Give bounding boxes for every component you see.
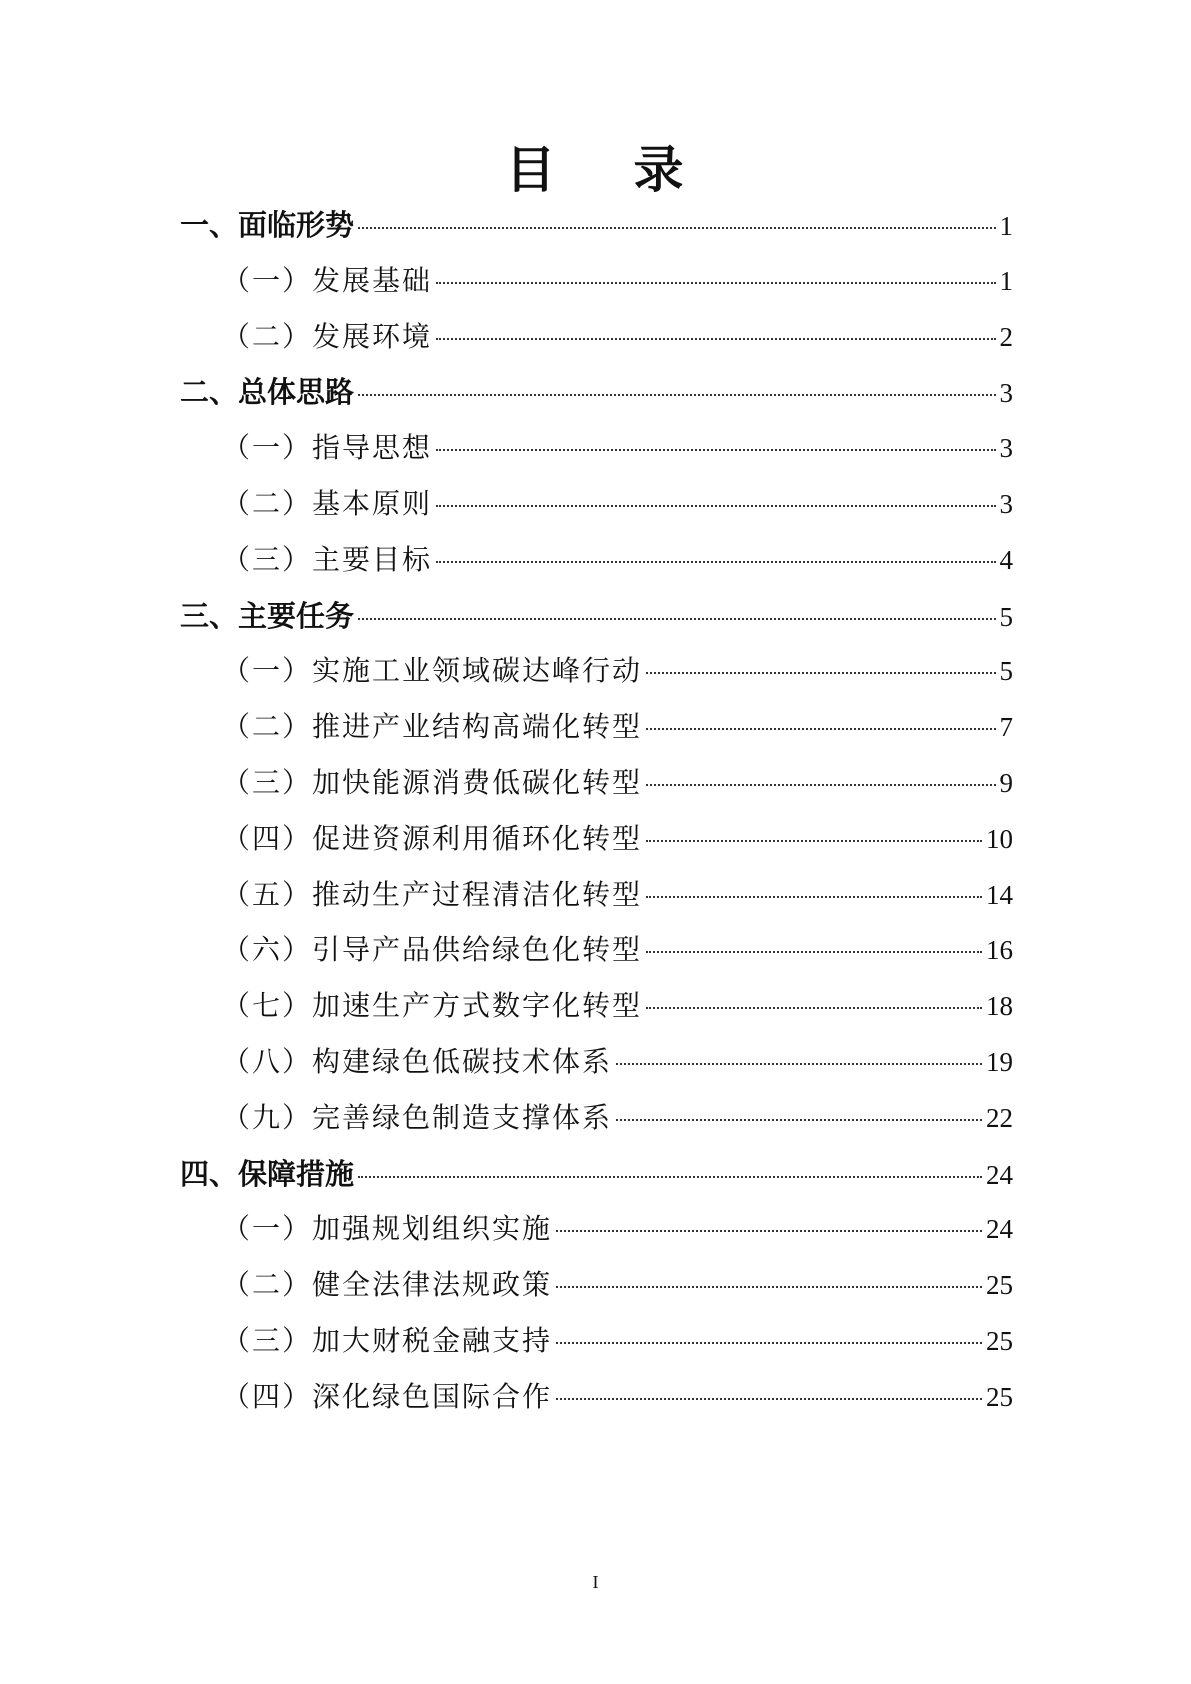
toc-dot-leader: [556, 1230, 982, 1232]
toc-page-number: 3: [999, 433, 1013, 463]
toc-dot-leader: [436, 282, 995, 284]
toc-page-number: 25: [986, 1382, 1013, 1412]
toc-entry-title: （四）深化绿色国际合作: [222, 1380, 553, 1413]
toc-page-number: 24: [986, 1214, 1013, 1244]
toc-entry-title: （八）构建绿色低碳技术体系: [222, 1045, 613, 1078]
toc-dot-leader: [358, 618, 995, 620]
toc-subsection-entry[interactable]: [222, 261, 1013, 301]
toc-subsection-entry[interactable]: [222, 484, 1013, 524]
toc-entry-title: 三、主要任务: [180, 599, 355, 633]
toc-page-number: 4: [999, 545, 1013, 575]
toc-entry-title: 一、面临形势: [180, 208, 355, 242]
toc-entry-title: （一）加强规划组织实施: [222, 1212, 553, 1245]
toc-subsection-entry[interactable]: [222, 1042, 1013, 1082]
toc-entry-title: （九）完善绿色制造支撑体系: [222, 1101, 613, 1134]
toc-dot-leader: [646, 1007, 982, 1009]
toc-entry-title: （一）发展基础: [222, 264, 433, 297]
toc-page-number: 19: [986, 1047, 1013, 1077]
toc-page-number: 14: [986, 880, 1013, 910]
toc-subsection-entry[interactable]: [222, 1265, 1013, 1305]
toc-page-number: 5: [999, 602, 1013, 632]
toc-dot-leader: [556, 1398, 982, 1400]
toc-dot-leader: [436, 505, 995, 507]
toc-dot-leader: [436, 561, 995, 563]
toc-subsection-entry[interactable]: [222, 1377, 1013, 1417]
toc-page-number: 22: [986, 1103, 1013, 1133]
toc-entry-title: （六）引导产品供给绿色化转型: [222, 933, 643, 966]
toc-subsection-entry[interactable]: [222, 540, 1013, 580]
toc-page-number: 3: [999, 378, 1013, 408]
toc-dot-leader: [616, 1063, 982, 1065]
toc-dot-leader: [556, 1342, 982, 1344]
toc-subsection-entry[interactable]: [222, 875, 1013, 915]
toc-entry-title: （一）指导思想: [222, 431, 433, 464]
toc-section-entry[interactable]: [180, 205, 1013, 245]
title-char-1: 目: [505, 140, 558, 199]
toc-subsection-entry[interactable]: [222, 930, 1013, 970]
toc-dot-leader: [646, 840, 982, 842]
toc-page-number: 5: [999, 656, 1013, 686]
page-number-footer: I: [592, 1572, 599, 1592]
toc-dot-leader: [646, 896, 982, 898]
toc-page-number: 3: [999, 489, 1013, 519]
toc-page-number: 18: [986, 991, 1013, 1021]
toc-entry-title: （三）加大财税金融支持: [222, 1324, 553, 1357]
toc-entry-title: （五）推动生产过程清洁化转型: [222, 878, 643, 911]
toc-entry-title: （二）发展环境: [222, 320, 433, 353]
toc-dot-leader: [646, 784, 995, 786]
toc-entry-title: （二）基本原则: [222, 487, 433, 520]
toc-page-number: 25: [986, 1270, 1013, 1300]
toc-entry-title: （二）健全法律法规政策: [222, 1268, 553, 1301]
toc-subsection-entry[interactable]: [222, 428, 1013, 468]
toc-page-number: 2: [999, 322, 1013, 352]
toc-page-number: 7: [999, 712, 1013, 742]
toc-entry-title: （三）加快能源消费低碳化转型: [222, 766, 643, 799]
toc-dot-leader: [646, 951, 982, 953]
toc-dot-leader: [358, 227, 995, 229]
toc-dot-leader: [646, 728, 995, 730]
toc-dot-leader: [436, 449, 995, 451]
toc-entry-title: 二、总体思路: [180, 375, 355, 409]
toc-page-number: 9: [999, 768, 1013, 798]
toc-subsection-entry[interactable]: [222, 819, 1013, 859]
toc-dot-leader: [646, 672, 995, 674]
toc-page-number: 25: [986, 1326, 1013, 1356]
toc-subsection-entry[interactable]: [222, 763, 1013, 803]
toc-page-number: 1: [999, 211, 1013, 241]
toc-entry-title: （七）加速生产方式数字化转型: [222, 989, 643, 1022]
toc-page-number: 24: [986, 1160, 1013, 1190]
toc-entry-title: （一）实施工业领域碳达峰行动: [222, 654, 643, 687]
toc-page-number: 1: [999, 266, 1013, 296]
toc-subsection-entry[interactable]: [222, 986, 1013, 1026]
toc-subsection-entry[interactable]: [222, 1098, 1013, 1138]
toc-section-entry[interactable]: [180, 372, 1013, 412]
toc-dot-leader: [616, 1119, 982, 1121]
toc-subsection-entry[interactable]: [222, 317, 1013, 357]
toc-entry-title: （三）主要目标: [222, 543, 433, 576]
toc-dot-leader: [436, 338, 995, 340]
toc-dot-leader: [556, 1286, 982, 1288]
toc-entry-title: （四）促进资源利用循环化转型: [222, 822, 643, 855]
toc-section-entry[interactable]: [180, 596, 1013, 636]
toc-subsection-entry[interactable]: [222, 707, 1013, 747]
toc-entry-title: 四、保障措施: [180, 1157, 355, 1191]
toc-dot-leader: [358, 1176, 982, 1178]
toc-subsection-entry[interactable]: [222, 1321, 1013, 1361]
title-char-2: 录: [633, 140, 686, 199]
toc-entry-title: （二）推进产业结构高端化转型: [222, 710, 643, 743]
toc-subsection-entry[interactable]: [222, 651, 1013, 691]
toc-page-number: 10: [986, 824, 1013, 854]
toc-subsection-entry[interactable]: [222, 1209, 1013, 1249]
toc-page-number: 16: [986, 935, 1013, 965]
toc-section-entry[interactable]: [180, 1154, 1013, 1194]
toc-dot-leader: [358, 394, 995, 396]
